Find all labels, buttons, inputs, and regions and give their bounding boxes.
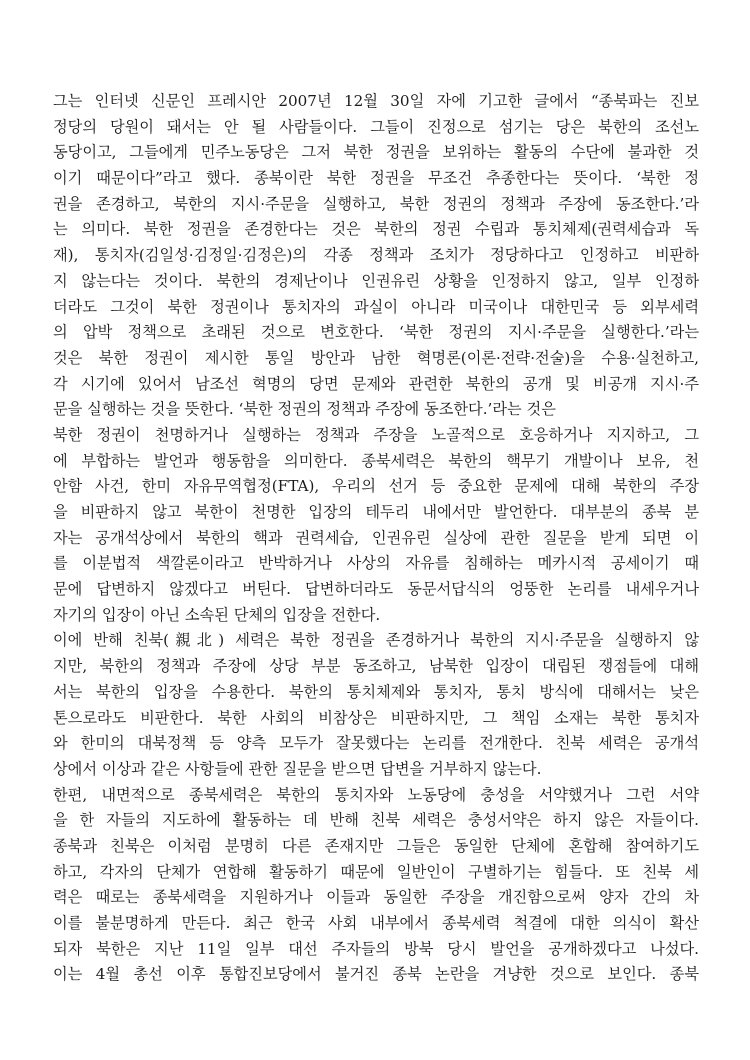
text-line: 것은 북한 정권이 제시한 통일 방안과 남한 혁명론(이론·전략·전술)을 수용·실천하고, bbox=[53, 348, 699, 367]
text-line: 이를 불분명하게 만든다. 최근 한국 사회 내부에서 종북세력 척결에 대한 의식이 확산 bbox=[53, 914, 699, 932]
text-line: 을 한 자들의 지도하에 활동하는 데 반해 친북 세력은 충성서약은 하지 않은 자들이다. bbox=[53, 811, 699, 830]
text-line: 이기 때문이다”라고 했다. 종북이란 북한 정권을 무조건 추종한다는 뜻이다. ‘북한 정 bbox=[53, 169, 699, 188]
text-line: 에 부합하는 발언과 행동함을 의미한다. 종북세력은 북한의 핵무기 개발이나 보유, 천 bbox=[53, 451, 699, 470]
text-line: 재), 통치자(김일성·김정일·김정은)의 각종 정책과 조치가 정당하다고 인정하고 비판하 bbox=[53, 246, 699, 265]
text-line: 의 압박 정책으로 초래된 것으로 변호한다. ‘북한 정권의 지시·주문을 실행한다.’라는 bbox=[53, 323, 699, 342]
text-line: 더라도 그것이 북한 정권이나 통치자의 과실이 아니라 미국이나 대한민국 등 외부세력 bbox=[53, 297, 699, 316]
text-line: 는 의미다. 북한 정권을 존경한다는 것은 북한의 정권 수립과 통치체제(권력세습과 독 bbox=[53, 220, 699, 239]
text-line: 이에 반해 친북(親北) 세력은 북한 정권을 존경하거나 북한의 지시·주문을 실행하지 않 bbox=[53, 631, 699, 650]
text-line: 한편, 내면적으로 종북세력은 북한의 통치자와 노동당에 충성을 서약했거나 그런 서약 bbox=[53, 785, 699, 804]
text-line: 지 않는다는 것이다. 북한의 경제난이나 인권유린 상황을 인정하지 않고, 일부 인정하 bbox=[53, 271, 699, 290]
text-line: 을 비판하지 않고 북한이 천명한 입장의 테두리 내에서만 발언한다. 대부분의 종북 분 bbox=[53, 503, 699, 521]
text-line: 톤으로라도 비판한다. 북한 사회의 비참상은 비판하지만, 그 책임 소재는 북한 통치자 bbox=[53, 708, 699, 727]
text-line: 안함 사건, 한미 자유무역협정(FTA), 우리의 선거 등 중요한 문제에 대해 북한의 주장 bbox=[53, 477, 699, 496]
text-line: 상에서 이상과 같은 사항들에 관한 질문을 받으면 답변을 거부하지 않는다. bbox=[53, 759, 542, 778]
text-line: 각 시기에 있어서 남조선 혁명의 당면 문제와 관련한 북한의 공개 및 비공개 지시·주 bbox=[53, 374, 699, 393]
text-line: 서는 북한의 입장을 수용한다. 북한의 통치체제와 통치자, 통치 방식에 대해서는 낮은 bbox=[53, 682, 699, 701]
text-line: 문을 실행하는 것을 뜻한다. ‘북한 정권의 정책과 주장에 동조한다.’라는 것은 bbox=[53, 400, 556, 419]
text-line: 문에 답변하지 않겠다고 버틴다. 답변하더라도 동문서답식의 엉뚱한 논리를 내세우거나 bbox=[53, 580, 699, 599]
text-line: 자기의 입장이 아닌 소속된 단체의 입장을 전한다. bbox=[53, 605, 381, 624]
text-line: 동당이고, 그들에게 민주노동당은 그저 북한 정권을 보위하는 활동의 수단에 불과한 것 bbox=[53, 143, 699, 162]
text-line: 이는 4월 총선 이후 통합진보당에서 불거진 종북 논란을 겨냥한 것으로 보인다. 종북 bbox=[53, 965, 699, 984]
text-line: 력은 때로는 종북세력을 지원하거나 이들과 동일한 주장을 개진함으로써 양자 간의 차 bbox=[53, 888, 699, 907]
text-line: 지만, 북한의 정책과 주장에 상당 부분 동조하고, 남북한 입장이 대립된 쟁점들에 대해 bbox=[53, 657, 699, 676]
text-line: 와 한미의 대북정책 등 양측 모두가 잘못했다는 논리를 전개한다. 친북 세력은 공개석 bbox=[53, 734, 699, 753]
text-line: 정당의 당원이 돼서는 안 될 사람들이다. 그들이 진정으로 섬기는 당은 북한의 조선노 bbox=[53, 117, 699, 136]
text-line: 그는 인터넷 신문인 프레시안 2007년 12월 30일 자에 기고한 글에서 “종북파는 진보 bbox=[53, 92, 699, 110]
text-line: 권을 존경하고, 북한의 지시·주문을 실행하고, 북한 정권의 정책과 주장에 동조한다.’라 bbox=[53, 194, 699, 213]
text-line: 하고, 각자의 단체가 연합해 활동하기 때문에 일반인이 구별하기는 힘들다. 또 친북 세 bbox=[53, 862, 699, 881]
text-line: 북한 정권이 천명하거나 실행하는 정책과 주장을 노골적으로 호응하거나 지지하고, 그 bbox=[53, 425, 699, 444]
body-text bbox=[53, 89, 699, 988]
text-line: 되자 북한은 지난 11일 일부 대선 주자들의 방북 당시 발언을 공개하겠다고 나섰다. bbox=[53, 939, 699, 958]
text-line: 자는 공개석상에서 북한의 핵과 권력세습, 인권유린 실상에 관한 질문을 받게 되면 이 bbox=[53, 528, 699, 547]
text-line: 를 이분법적 색깔론이라고 반박하거나 사상의 자유를 침해하는 메카시적 공세이기 때 bbox=[53, 554, 699, 573]
text-line: 종북과 친북은 이처럼 분명히 다른 존재지만 그들은 동일한 단체에 혼합해 참여하기도 bbox=[53, 836, 699, 855]
